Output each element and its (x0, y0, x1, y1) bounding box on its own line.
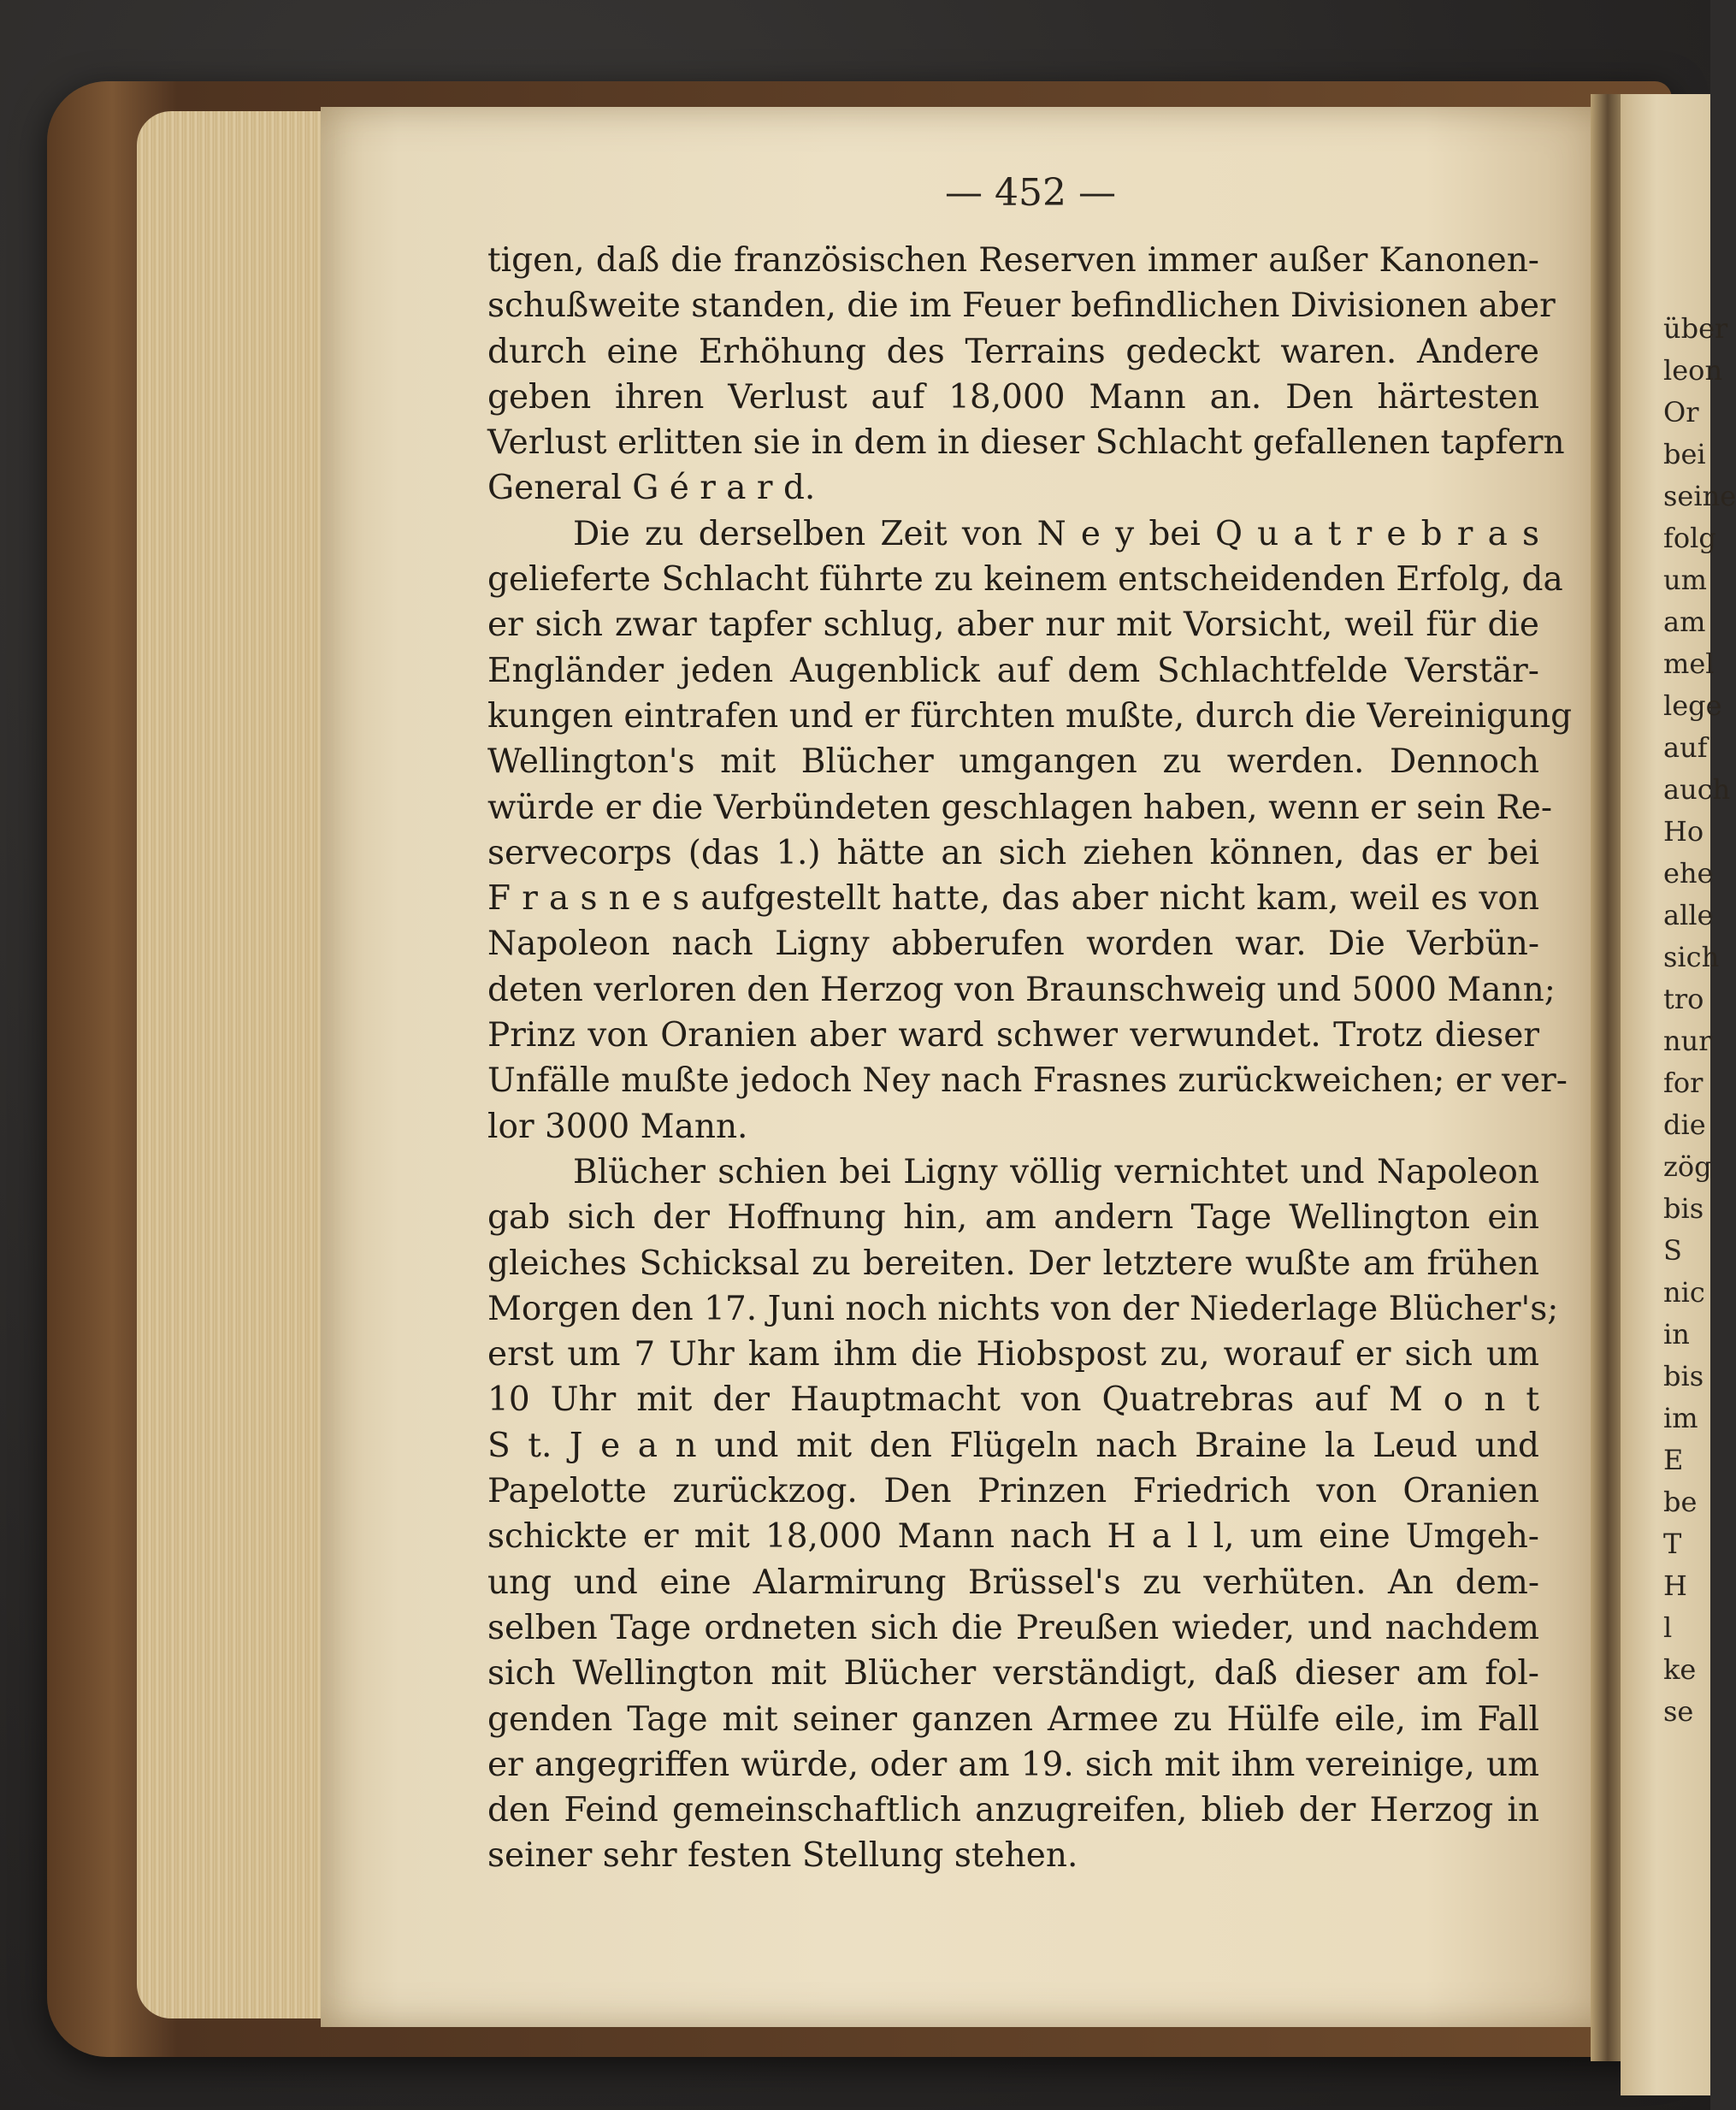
text-line: den Feind gemeinschaftlich anzugreifen, blieb der Herzog in (487, 1791, 1539, 1830)
text-line: gab sich der Hoffnung hin, am andern Tage Wellington ein (487, 1198, 1539, 1238)
text-line: würde er die Verbündeten geschlagen haben, wenn er sein Re- (487, 788, 1552, 827)
next-page-fragment: tro (1663, 983, 1704, 1015)
next-page-fragment: se (1663, 1695, 1694, 1728)
text-line: geben ihren Verlust auf 18,000 Mann an. Den härtesten (487, 377, 1539, 417)
next-page-fragment: S (1663, 1234, 1682, 1267)
text-line: schickte er mit 18,000 Mann nach H a l l, um eine Umgeh- (487, 1517, 1539, 1557)
next-page-fragment: bei (1663, 438, 1706, 470)
next-page-fragment: zög (1663, 1150, 1712, 1183)
text-line: Prinz von Oranien aber ward schwer verwundet. Trotz dieser (487, 1016, 1539, 1055)
text-line: S t. J e a n und mit den Flügeln nach Braine la Leud und (487, 1426, 1539, 1465)
text-line: selben Tage ordneten sich die Preußen wieder, und nachdem (487, 1608, 1539, 1647)
next-page-fragment: T (1663, 1528, 1682, 1560)
text-line: Verlust erlitten sie in dem in dieser Schlacht gefallenen tapfern (487, 423, 1565, 463)
next-page-fragment: be (1663, 1486, 1698, 1518)
text-line: sich Wellington mit Blücher verständigt, daß dieser am fol- (487, 1654, 1539, 1693)
next-page-fragment: seine (1663, 480, 1736, 512)
text-line: schußweite standen, die im Feuer befindlichen Divisionen aber (487, 287, 1556, 326)
next-page-fragment: auch (1663, 773, 1731, 806)
text-line: 10 Uhr mit der Hauptmacht von Quatrebras auf M o n t (487, 1380, 1539, 1420)
text-line: er sich zwar tapfer schlug, aber nur mit Vorsicht, weil für die (487, 606, 1539, 645)
next-page-fragment: alle (1663, 899, 1714, 931)
text-line: erst um 7 Uhr kam ihm die Hiobspost zu, worauf er sich um (487, 1335, 1539, 1374)
next-page-fragment: H (1663, 1569, 1687, 1602)
next-page-fragment: leon (1663, 354, 1723, 387)
text-line: lor 3000 Mann. (487, 1107, 748, 1146)
text-line: Papelotte zurückzog. Den Prinzen Friedrich von Oranien (487, 1472, 1539, 1511)
next-page-fragment: die (1663, 1108, 1706, 1141)
text-line: servecorps (das 1.) hätte an sich ziehen können, das er bei (487, 833, 1539, 872)
text-line: Engländer jeden Augenblick auf dem Schlachtfelde Verstär- (487, 651, 1539, 690)
next-page-fragment: lege (1663, 689, 1722, 722)
text-line: F r a s n e s aufgestellt hatte, das aber nicht kam, weil es von (487, 879, 1539, 919)
text-line: kungen eintrafen und er fürchten mußte, durch die Vereinigung (487, 696, 1573, 736)
next-page-fragment: in (1663, 1318, 1690, 1351)
text-line: Napoleon nach Ligny abberufen worden war. Die Verbün- (487, 925, 1539, 964)
next-page-fragment: im (1663, 1402, 1698, 1434)
page-edges (137, 111, 334, 2018)
text-line: Blücher schien bei Ligny völlig vernichtet und Napoleon (573, 1152, 1539, 1191)
text-line: er angegriffen würde, oder am 19. sich mit ihm vereinige, um (487, 1745, 1539, 1784)
next-page-fragment: bis (1663, 1360, 1704, 1392)
next-page-fragment: nur (1663, 1025, 1712, 1057)
text-line: General G é r a r d. (487, 469, 816, 508)
next-page-fragment: ke (1663, 1653, 1697, 1686)
text-line: Die zu derselben Zeit von N e y bei Q u a t r e b r a s (573, 514, 1539, 553)
next-page-fragment: bis (1663, 1192, 1704, 1225)
next-page-fragment: Ho (1663, 815, 1704, 848)
text-line: Unfälle mußte jedoch Ney nach Frasnes zurückweichen; er ver- (487, 1061, 1568, 1101)
text-line: deten verloren den Herzog von Braunschweig und 5000 Mann; (487, 970, 1556, 1009)
next-page-fragment: E (1663, 1444, 1684, 1476)
text-line: ung und eine Alarmirung Brüssel's zu verhüten. An dem- (487, 1563, 1539, 1602)
next-page-fragments (1663, 308, 1736, 1733)
text-line: seiner sehr festen Stellung stehen. (487, 1836, 1078, 1876)
next-page-fragment: um (1663, 564, 1707, 596)
text-line: Wellington's mit Blücher umgangen zu werden. Dennoch (487, 742, 1539, 782)
next-page-fragment: am (1663, 606, 1706, 638)
next-page-fragment: for (1663, 1067, 1704, 1099)
next-page-fragment: Or (1663, 396, 1699, 429)
book-gutter (1591, 94, 1625, 2061)
next-page-fragment: nic (1663, 1276, 1705, 1309)
text-line: gleiches Schicksal zu bereiten. Der letztere wußte am frühen (487, 1244, 1539, 1283)
text-line: genden Tage mit seiner ganzen Armee zu Hülfe eile, im Fall (487, 1699, 1539, 1739)
next-page-fragment: mel (1663, 647, 1715, 680)
text-line: tigen, daß die französischen Reserven immer außer Kanonen- (487, 241, 1539, 280)
next-page-fragment: über (1663, 312, 1728, 345)
text-line: Morgen den 17. Juni noch nichts von der Niederlage Blücher's; (487, 1289, 1559, 1328)
next-page-fragment: l (1663, 1611, 1673, 1644)
text-line: durch eine Erhöhung des Terrains gedeckt waren. Andere (487, 332, 1539, 371)
next-page-fragment: auf (1663, 731, 1708, 764)
next-page-fragment: folg (1663, 522, 1716, 554)
page-number: — 452 — (945, 171, 1116, 215)
next-page-fragment: ehe (1663, 857, 1714, 890)
next-page-fragment: sich (1663, 941, 1720, 973)
body-text (487, 238, 1573, 1879)
text-line: gelieferte Schlacht führte zu keinem entscheidenden Erfolg, da (487, 560, 1563, 600)
